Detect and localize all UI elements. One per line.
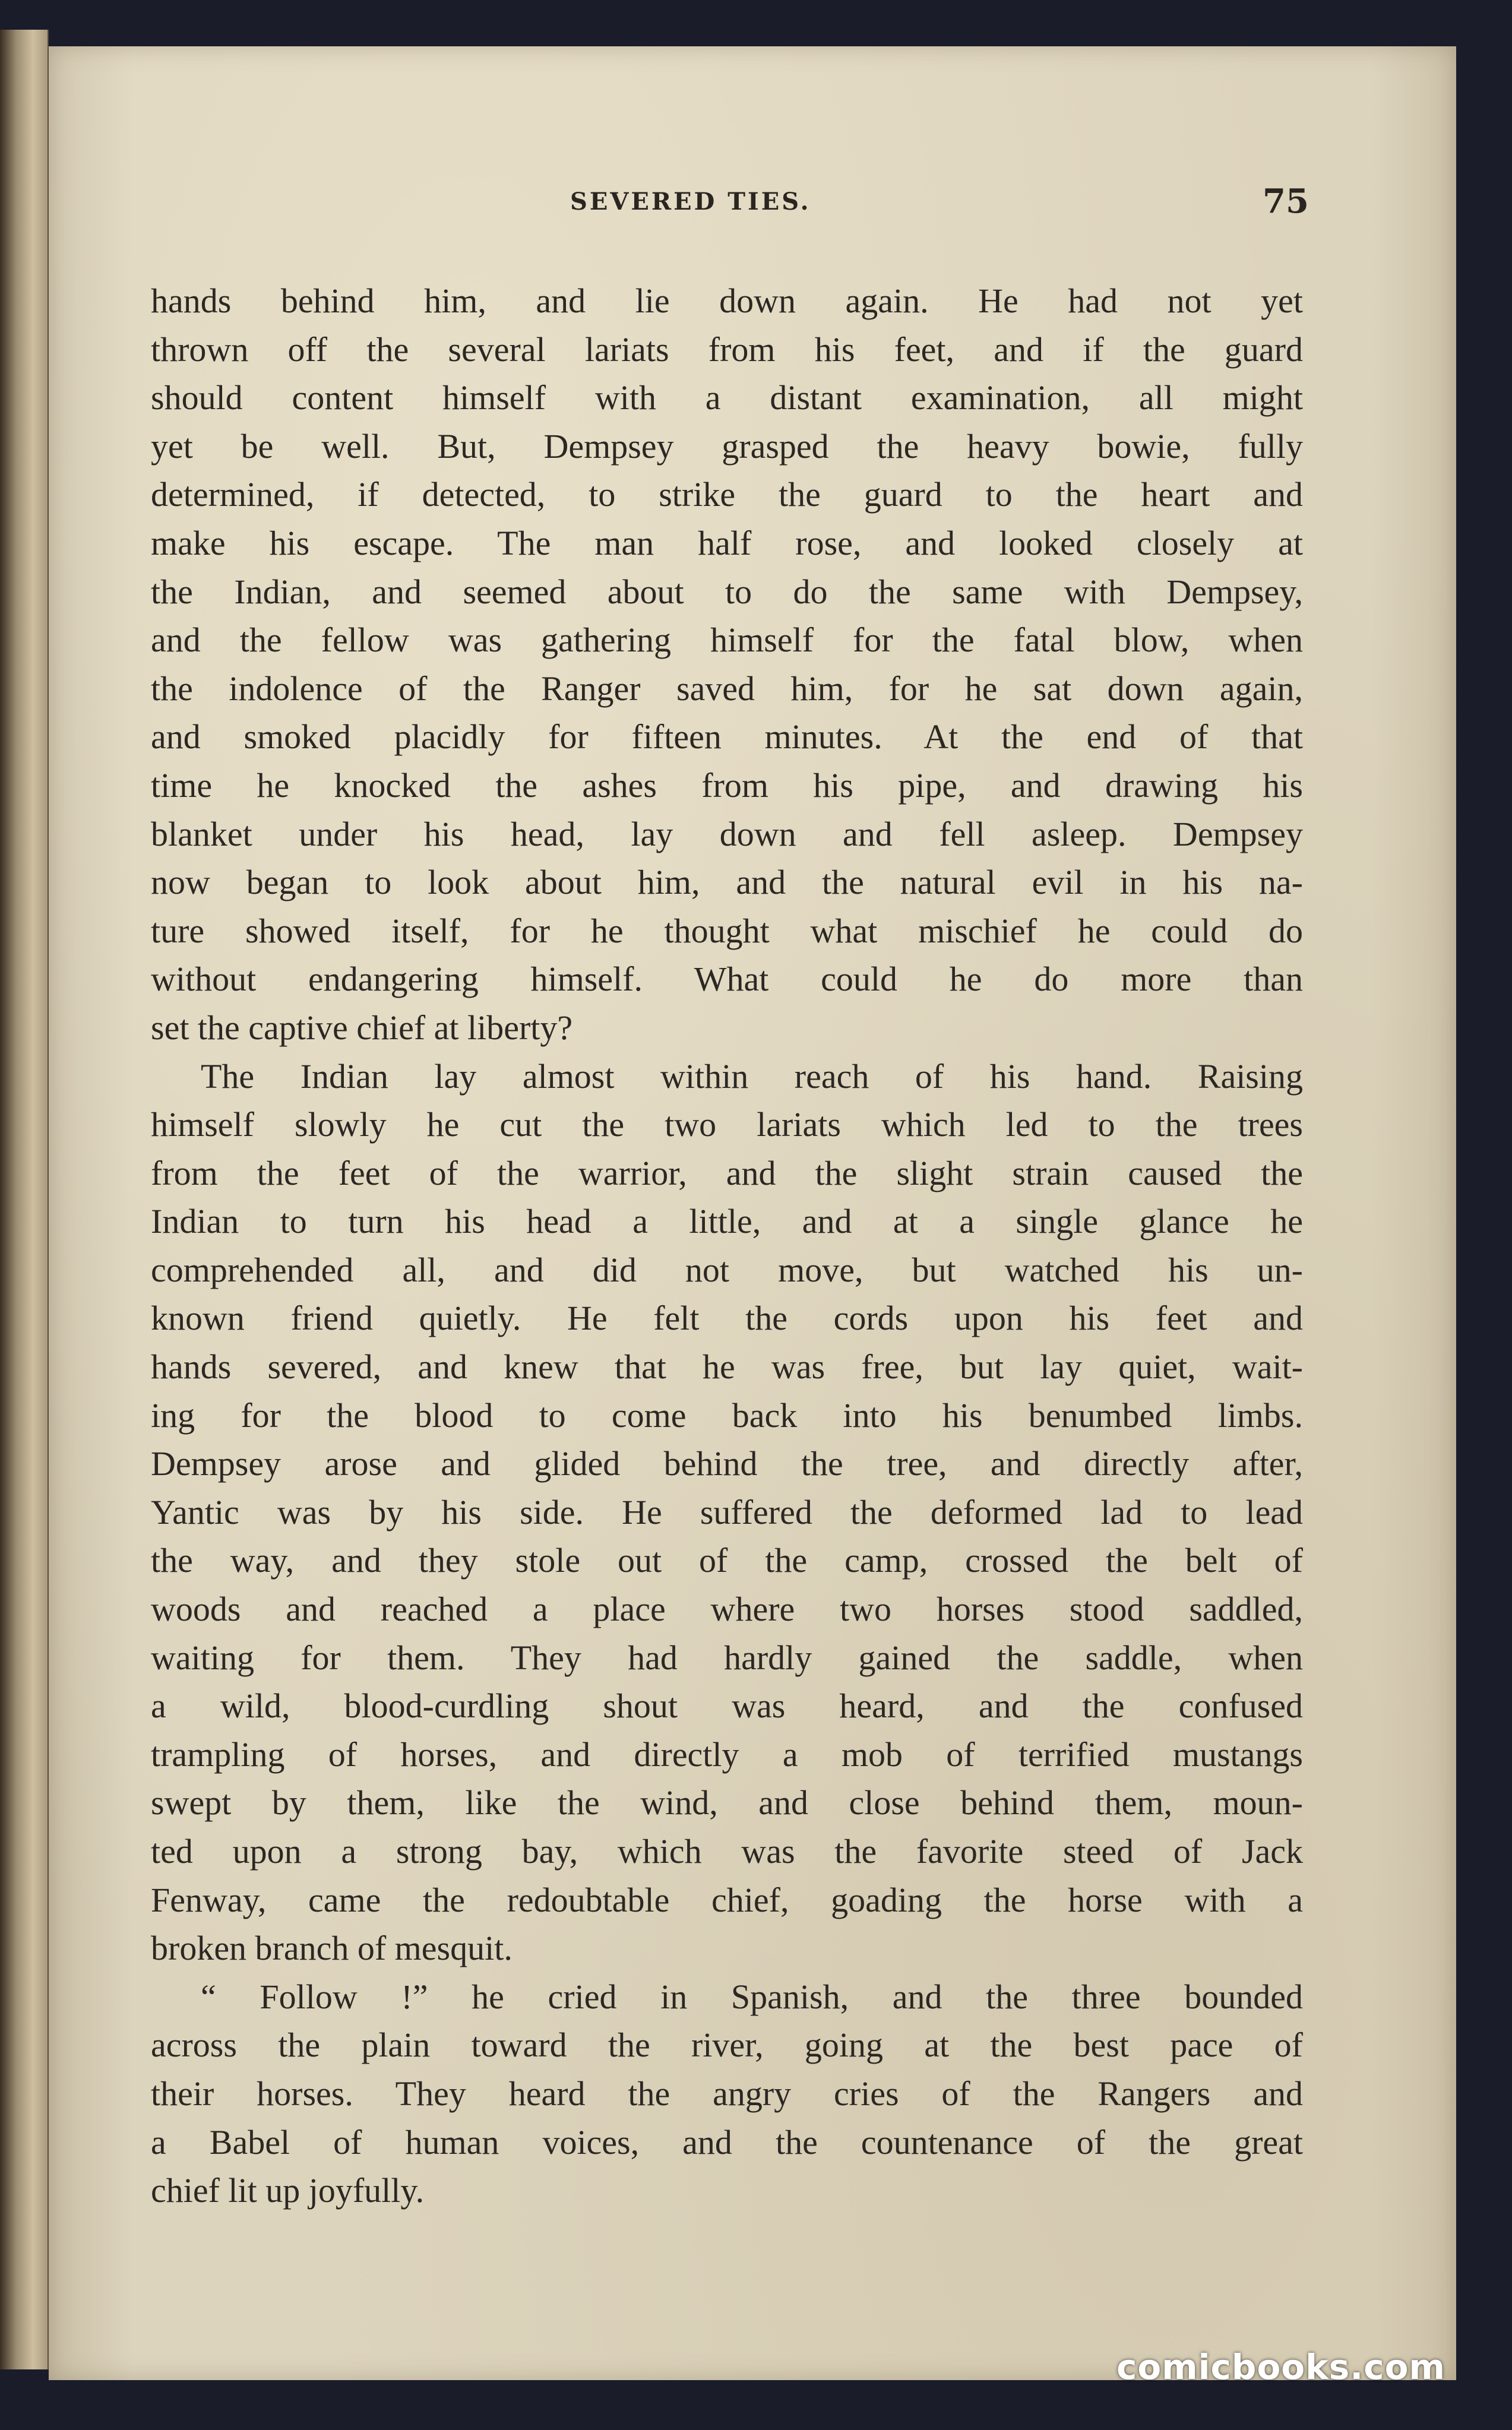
text-line: the Indian, and seemed about to do the same with Dempsey,	[151, 572, 1303, 611]
text-line: a wild, blood-curdling shout was heard, and the confused	[151, 1687, 1303, 1726]
text-line: the way, and they stole out of the camp, crossed the belt of	[151, 1541, 1303, 1580]
text-line: across the plain toward the river, going at the best pace of	[151, 2026, 1303, 2065]
text-line: their horses. They heard the angry cries of the Rangers and	[151, 2074, 1303, 2113]
text-line: determined, if detected, to strike the guard to the heart and	[151, 475, 1303, 514]
text-line: thrown off the several lariats from his feet, and if the guard	[151, 330, 1303, 369]
text-line: hands behind him, and lie down again. He had not yet	[151, 281, 1303, 320]
text-line: the indolence of the Ranger saved him, for he sat down again,	[151, 669, 1303, 708]
text-line: trampling of horses, and directly a mob of terrified mustangs	[151, 1735, 1303, 1774]
text-line: ture showed itself, for he thought what mischief he could do	[151, 911, 1303, 950]
text-line: and smoked placidly for fifteen minutes. At the end of that	[151, 717, 1303, 757]
text-line: time he knocked the ashes from his pipe, and drawing his	[151, 765, 1303, 805]
text-line: should content himself with a distant examination, all might	[151, 378, 1303, 417]
text-line: yet be well. But, Dempsey grasped the heavy bowie, fully	[151, 426, 1303, 466]
text-line: ing for the blood to come back into his benumbed limbs.	[151, 1396, 1303, 1435]
body-text	[151, 277, 1303, 2215]
left-page-edge	[0, 30, 49, 2369]
watermark: comicbooks.com	[1116, 2347, 1445, 2387]
text-line: woods and reached a place where two horses stood saddled,	[151, 1590, 1303, 1629]
text-line: broken branch of mesquit.	[151, 1929, 513, 1968]
page-number: 75	[1263, 182, 1309, 221]
running-head: SEVERED TIES.	[570, 188, 811, 216]
text-line: from the feet of the warrior, and the slight strain caused the	[151, 1153, 1303, 1192]
text-line: The Indian lay almost within reach of his hand. Raising	[201, 1056, 1303, 1096]
text-line: known friend quietly. He felt the cords upon his feet and	[151, 1299, 1303, 1338]
text-line: swept by them, like the wind, and close behind them, moun-	[151, 1783, 1303, 1822]
text-line: himself slowly he cut the two lariats which led to the trees	[151, 1105, 1303, 1144]
text-line: chief lit up joyfully.	[151, 2171, 425, 2210]
text-line: without endangering himself. What could he do more than	[151, 960, 1303, 999]
text-line: hands severed, and knew that he was free, but lay quiet, wait-	[151, 1347, 1303, 1387]
text-line: Fenway, came the redoubtable chief, goading the horse with a	[151, 1880, 1303, 1919]
text-line: ted upon a strong bay, which was the favorite steed of Jack	[151, 1832, 1303, 1871]
text-line: now began to look about him, and the natural evil in his na-	[151, 863, 1303, 902]
text-line: waiting for them. They had hardly gained the saddle, when	[151, 1638, 1303, 1677]
text-line: Yantic was by his side. He suffered the deformed lad to lead	[151, 1492, 1303, 1532]
text-line: Dempsey arose and glided behind the tree, and directly after,	[151, 1444, 1303, 1483]
text-line: make his escape. The man half rose, and looked closely at	[151, 523, 1303, 562]
text-line: set the captive chief at liberty?	[151, 1008, 573, 1047]
text-line: comprehended all, and did not move, but watched his un-	[151, 1250, 1303, 1289]
text-line: a Babel of human voices, and the countenance of the great	[151, 2122, 1303, 2162]
text-line: and the fellow was gathering himself for the fatal blow, when	[151, 621, 1303, 660]
text-line: blanket under his head, lay down and fell asleep. Dempsey	[151, 814, 1303, 853]
text-line: “ Follow !” he cried in Spanish, and the three bounded	[201, 1977, 1303, 2016]
text-line: Indian to turn his head a little, and at a single glance he	[151, 1202, 1303, 1241]
